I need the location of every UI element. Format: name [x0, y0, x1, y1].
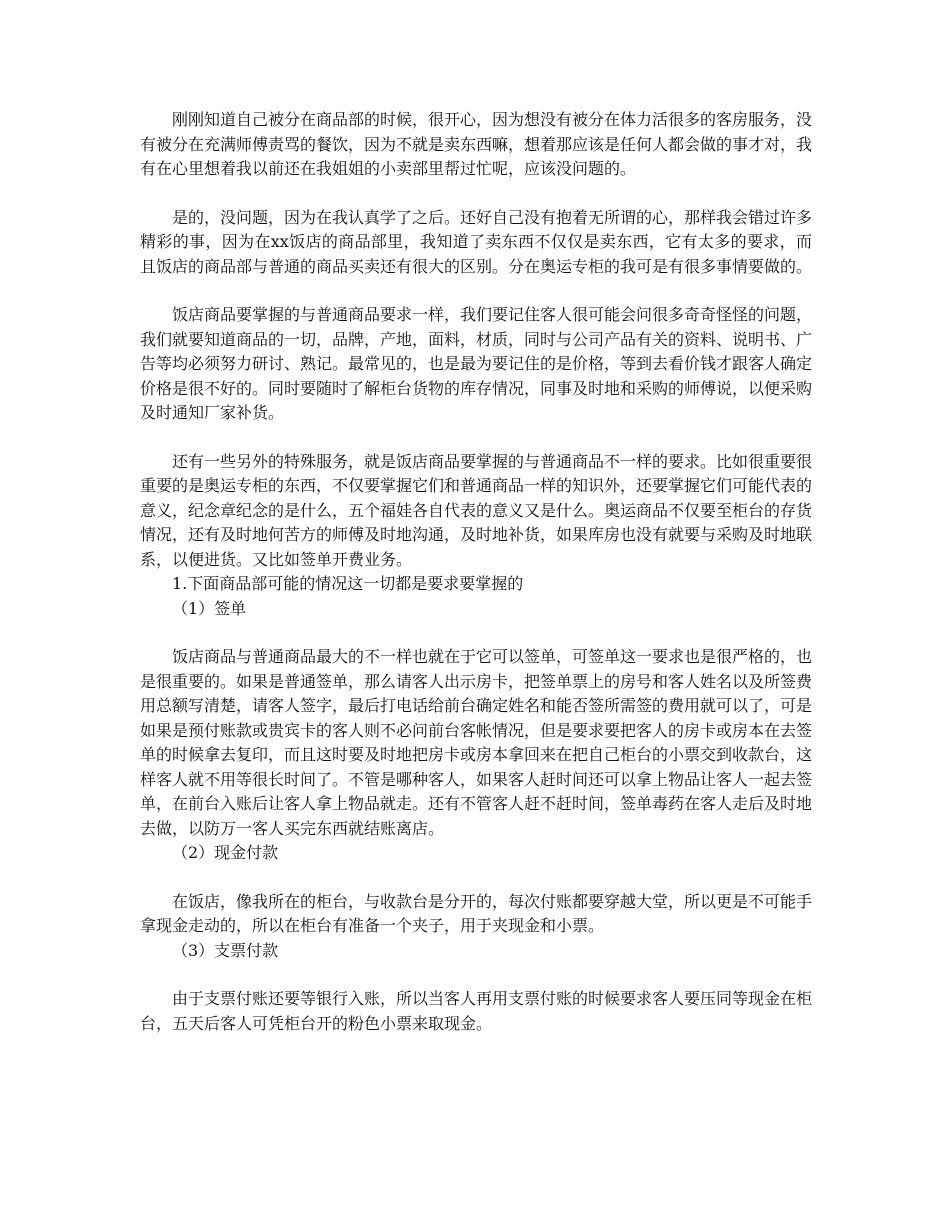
paragraph-cash-payment: 在饭店，像我所在的柜台，与收款台是分开的，每次付账都要穿越大堂，所以更是不可能手拿现金走动的，所以在柜台有准备一个夹子，用于夹现金和小票。 — [140, 891, 813, 935]
paragraph-special-service: 还有一些另外的特殊服务，就是饭店商品要掌握的与普通商品不一样的要求。比如很重要很重要的是奥运专柜的东西，不仅要掌握它们和普通商品一样的知识外，还要掌握它们可能代表的意义，纪念章纪念的是什么，五个福娃各自代表的意义又是什么。奥运商品不仅要至柜台的存货情况，还有及时地何苦方的师傅及时地沟通，及时地补货，如果库房也没有就要与采购及时地联系，以便进货。又比如签单开费业务。 — [140, 451, 813, 569]
subheading-sign-bill: （1）签单 — [172, 598, 247, 618]
paragraph-product-knowledge: 饭店商品要掌握的与普通商品要求一样，我们要记住客人很可能会问很多奇奇怪怪的问题，我们就要知道商品的一切，品牌，产地，面料，材质，同时与公司产品有关的资料、说明书、广告等均必须努力研讨、熟记。最常见的，也是最为要记住的是价格，等到去看价钱才跟客人确定价格是很不好的。同时要随时了解柜台货物的库存情况，同事及时地和采购的师傅说，以便采购及时通知厂家补货。 — [140, 305, 813, 422]
paragraph-intro: 刚刚知道自己被分在商品部的时候，很开心，因为想没有被分在体力活很多的客房服务，没有被分在充满师傅责骂的餐饮，因为不就是卖东西嘛，想着那应该是任何人都会做的事才对，我有在心里想着我以前还在我姐姐的小卖部里帮过忙呢，应该没问题的。 — [140, 110, 813, 178]
subheading-check-payment: （3）支票付款 — [172, 940, 279, 960]
paragraph-no-problem: 是的，没问题，因为在我认真学了之后。还好自己没有抱着无所谓的心，那样我会错过许多精彩的事，因为在xx饭店的商品部里，我知道了卖东西不仅仅是卖东西，它有太多的要求，而且饭店的商品部与普通的商品买卖还有很大的区别。分在奥运专柜的我可是有很多事情要做的。 — [140, 207, 813, 276]
subheading-cash-payment: （2）现金付款 — [172, 843, 279, 862]
document-page — [140, 108, 812, 1036]
paragraph-check-payment: 由于支票付账还要等银行入账，所以当客人再用支票付账的时候要求客人要压同等现金在柜台，五天后客人可凭柜台开的粉色小票来取现金。 — [140, 989, 813, 1033]
section-heading-situations: 1.下面商品部可能的情况这一切都是要求要掌握的 — [172, 574, 524, 593]
paragraph-sign-bill: 饭店商品与普通商品最大的不一样也就在于它可以签单，可签单这一要求也是很严格的，也是很重要的。如果是普通签单，那么请客人出示房卡，把签单票上的房号和客人姓名以及所签费用总额写清楚，请客人签字，最后打电话给前台确定姓名和能否签所需签的费用就可以了，可是如果是预付账款或贵宾卡的客人则不必问前台客帐情况，但是要求要把客人的房卡或房本在去签单的时候拿去复印，而且这时要及时地把房卡或房本拿回来在把自己柜台的小票交到收款台，这样客人就不用等很长时间了。不管是哪种客人，如果客人赶时间还可以拿上物品让客人一起去签单，在前台入账后让客人拿上物品就走。还有不管客人赶不赶时间，签单毒药在客人走后及时地去做，以防万一客人买完东西就结账离店。 — [140, 647, 813, 838]
